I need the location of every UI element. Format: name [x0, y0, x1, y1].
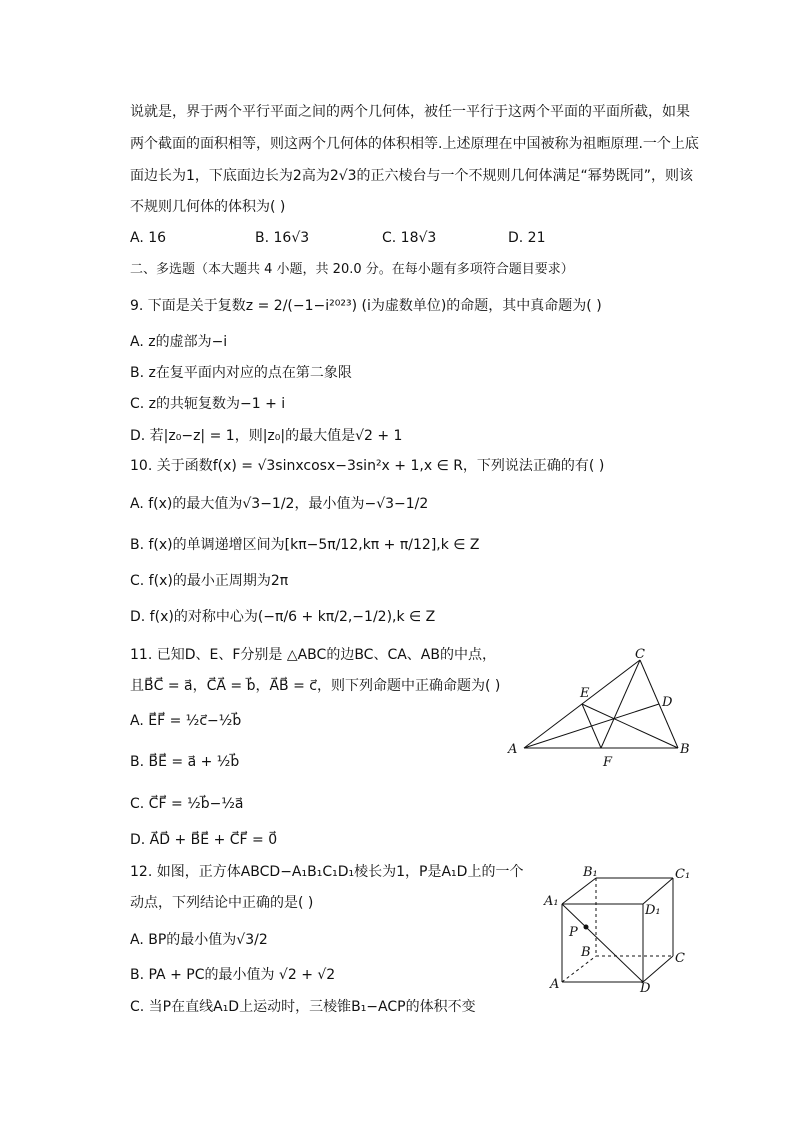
triangle-figure: [500, 640, 700, 770]
q8-option-b: B. 16√3: [255, 230, 310, 246]
q12-stem-line-2: 动点，下列结论中正确的是( ): [130, 895, 314, 911]
cube-hidden-edge-a-b: [562, 956, 596, 982]
q8-option-d: D. 21: [508, 230, 546, 246]
q12-stem-line-1: 12. 如图，正方体ABCD−A₁B₁C₁D₁棱长为1，P是A₁D上的一个: [130, 864, 524, 880]
cube-label-b: B: [581, 945, 591, 960]
intro-line-4: 不规则几何体的体积为( ): [130, 199, 286, 215]
cube-edge-a1-b1: [562, 878, 596, 904]
q11-option-b: B. B⃗E⃗ = a⃗ + ½b⃗: [130, 754, 240, 770]
q9-stem: 9. 下面是关于复数z = 2/(−1−i²⁰²³) (i为虚数单位)的命题，其中真命题为( ): [130, 298, 602, 314]
q10-option-c: C. f(x)的最小正周期为2π: [130, 573, 289, 589]
cube-label-a: A: [550, 977, 560, 992]
q8-option-c: C. 18√3: [382, 230, 437, 246]
triangle-label-c: C: [635, 647, 645, 662]
cube-label-c1: C₁: [675, 867, 691, 882]
q10-option-a: A. f(x)的最大值为√3−1/2，最小值为−√3−1/2: [130, 496, 429, 512]
cube-label-d: D: [640, 981, 651, 996]
triangle-label-a: A: [508, 742, 518, 757]
cube-label-b1: B₁: [583, 865, 598, 880]
cube-diagonal-a1-d: [562, 904, 643, 982]
cube-figure: [540, 862, 700, 994]
cube-point-p: [584, 925, 589, 930]
median-cf: [601, 660, 640, 748]
cube-edge-d1-c1: [643, 878, 673, 904]
cube-edge-d-c: [643, 956, 673, 982]
q11-option-a: A. E⃗F⃗ = ½c⃗−½b⃗: [130, 713, 242, 729]
median-be: [582, 704, 678, 748]
q9-option-d: D. 若|z₀−z| = 1，则|z₀|的最大值是√2 + 1: [130, 428, 403, 444]
q12-option-a: A. BP的最小值为√3/2: [130, 932, 268, 948]
q12-option-b: B. PA + PC的最小值为 √2 + √2: [130, 967, 336, 983]
q11-option-c: C. C⃗F⃗ = ½b⃗−½a⃗: [130, 796, 244, 812]
intro-line-1: 说就是，界于两个平行平面之间的两个几何体，被任一平行于这两个平面的平面所截，如果: [130, 104, 690, 120]
cube-label-d1: D₁: [645, 903, 661, 918]
q11-stem-line-2: 且B⃗C⃗ = a⃗，C⃗A⃗ = b⃗，A⃗B⃗ = c⃗，则下列命题中正确命题为( ): [130, 678, 501, 694]
triangle-label-f: F: [603, 755, 613, 770]
cube-label-c: C: [675, 951, 685, 966]
q10-option-b: B. f(x)的单调递增区间为[kπ−5π/12,kπ + π/12],k ∈ Z: [130, 537, 480, 553]
q9-option-b: B. z在复平面内对应的点在第二象限: [130, 365, 352, 381]
segment-ef: [582, 704, 601, 748]
cube-label-a1: A₁: [544, 894, 559, 909]
cube-label-p: P: [569, 925, 578, 940]
q11-option-d: D. A⃗D⃗ + B⃗E⃗ + C⃗F⃗ = 0⃗: [130, 832, 278, 848]
q8-option-a: A. 16: [130, 230, 167, 246]
q9-option-c: C. z的共轭复数为−1 + i: [130, 396, 286, 412]
section-heading: 二、多选题（本大题共 4 小题，共 20.0 分。在每小题有多项符合题目要求）: [130, 262, 574, 277]
intro-line-2: 两个截面的面积相等，则这两个几何体的体积相等.上述原理在中国被称为祖暅原理.一个上底: [130, 136, 699, 152]
triangle-label-b: B: [680, 742, 690, 757]
q10-stem: 10. 关于函数f(x) = √3sinxcosx−3sin²x + 1,x ∈ R，下列说法正确的有( ): [130, 458, 605, 474]
intro-line-3: 面边长为1，下底面边长为2高为2√3的正六棱台与一个不规则几何体满足“幂势既同”，则该: [130, 168, 694, 184]
triangle-label-d: D: [662, 695, 673, 710]
q12-option-c: C. 当P在直线A₁D上运动时，三棱锥B₁−ACP的体积不变: [130, 999, 476, 1015]
q11-stem-line-1: 11. 已知D、E、F分别是 △ABC的边BC、CA、AB的中点，: [130, 647, 496, 663]
q10-option-d: D. f(x)的对称中心为(−π/6 + kπ/2,−1/2),k ∈ Z: [130, 609, 436, 625]
triangle-label-e: E: [580, 686, 590, 701]
q9-option-a: A. z的虚部为−i: [130, 334, 228, 350]
